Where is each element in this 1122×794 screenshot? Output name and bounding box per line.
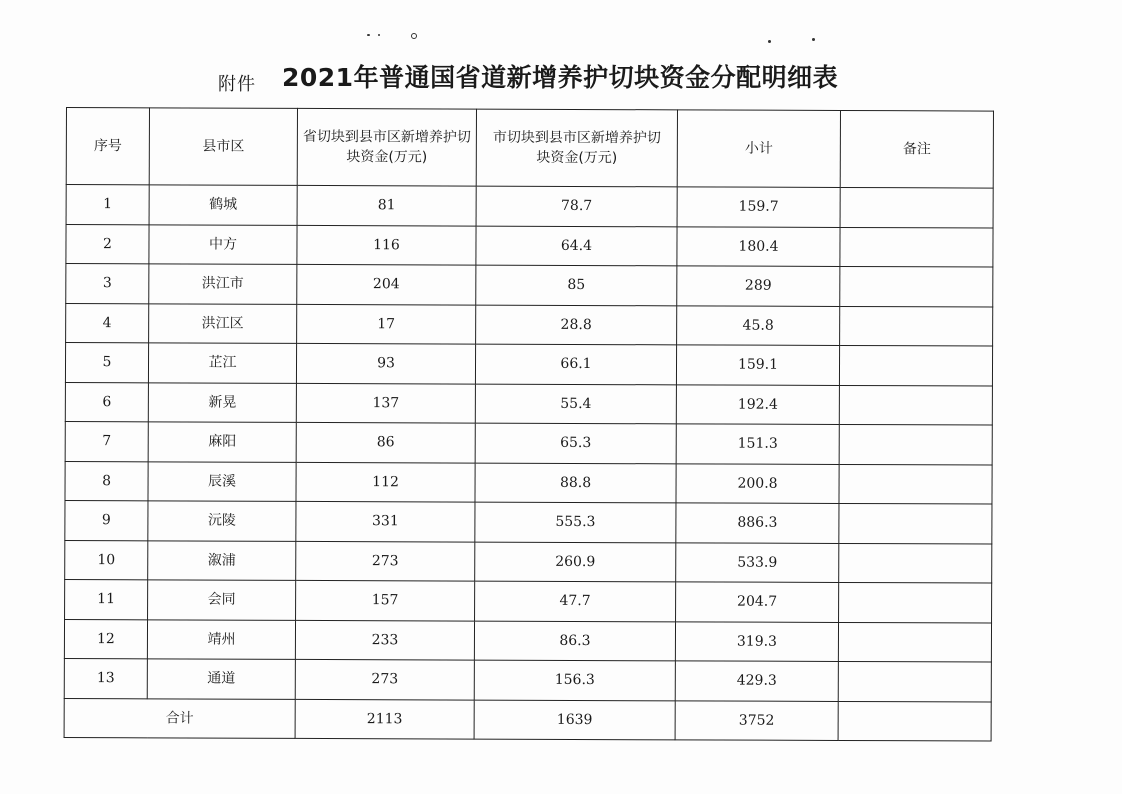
cell-index: 10 <box>65 540 148 580</box>
allocation-table <box>64 107 994 741</box>
cell-note <box>838 622 991 662</box>
cell-subtotal: 192.4 <box>676 384 839 424</box>
col-header-index: 序号 <box>66 108 149 185</box>
cell-city-funds: 86.3 <box>474 621 675 661</box>
attachment-label: 附件 <box>218 74 256 95</box>
cell-city-funds: 88.8 <box>475 463 676 503</box>
document-header <box>0 58 1122 98</box>
cell-city-funds: 28.8 <box>476 305 677 345</box>
cell-city-funds: 66.1 <box>475 344 676 384</box>
cell-district: 新晃 <box>148 382 296 422</box>
cell-district: 靖州 <box>147 619 295 659</box>
cell-city-funds: 55.4 <box>475 384 676 424</box>
cell-province-funds: 331 <box>296 501 475 541</box>
cell-province-funds: 112 <box>296 462 475 502</box>
cell-province-funds: 233 <box>295 620 474 660</box>
cell-province-funds: 86 <box>296 422 475 462</box>
cell-district: 溆浦 <box>148 540 296 580</box>
table-row <box>64 619 991 662</box>
total-label: 合计 <box>64 698 295 738</box>
col-header-note: 备注 <box>840 110 993 188</box>
cell-city-funds: 64.4 <box>476 226 677 266</box>
cell-subtotal: 180.4 <box>677 226 840 266</box>
cell-city-funds: 78.7 <box>476 186 677 226</box>
table-row <box>65 579 992 622</box>
cell-note <box>839 424 992 464</box>
col-header-subtotal: 小计 <box>677 110 840 188</box>
cell-index: 8 <box>65 461 148 501</box>
scan-speck <box>411 33 417 39</box>
cell-note <box>840 227 993 267</box>
table-row <box>66 303 993 346</box>
col-header-province-funds-text: 省切块到县市区新增养护切块资金(万元) <box>302 128 471 166</box>
cell-district: 会同 <box>148 580 296 620</box>
cell-subtotal: 429.3 <box>675 661 838 701</box>
cell-province-funds: 273 <box>296 541 475 581</box>
cell-district: 中方 <box>149 224 297 264</box>
table-row <box>65 382 992 425</box>
cell-province-funds: 93 <box>296 343 475 383</box>
cell-index: 2 <box>66 224 149 264</box>
cell-note <box>840 187 993 227</box>
cell-note <box>838 661 991 701</box>
table-row <box>64 658 991 701</box>
document-title: 2021年普通国省道新增养护切块资金分配明细表 <box>282 63 839 92</box>
table-row <box>65 343 992 386</box>
cell-district: 芷江 <box>148 343 296 383</box>
cell-city-funds: 65.3 <box>475 423 676 463</box>
cell-subtotal: 533.9 <box>676 542 839 582</box>
total-subtotal: 3752 <box>675 700 838 740</box>
cell-index: 12 <box>64 619 147 659</box>
total-city-funds: 1639 <box>474 700 675 740</box>
col-header-city-funds-text: 市切块到县市区新增养护切块资金(万元) <box>492 129 661 167</box>
cell-subtotal: 159.7 <box>677 187 840 227</box>
table-row <box>65 540 992 583</box>
cell-subtotal: 886.3 <box>676 503 839 543</box>
table-row <box>65 461 992 504</box>
cell-note <box>839 582 992 622</box>
cell-note <box>840 306 993 346</box>
total-row <box>64 698 991 741</box>
cell-index: 13 <box>64 658 147 698</box>
cell-index: 4 <box>66 303 149 343</box>
cell-city-funds: 260.9 <box>475 542 676 582</box>
cell-index: 3 <box>66 264 149 304</box>
cell-subtotal: 200.8 <box>676 463 839 503</box>
cell-province-funds: 137 <box>296 383 475 423</box>
total-province-funds: 2113 <box>295 699 474 739</box>
cell-district: 洪江区 <box>149 303 297 343</box>
cell-district: 鹤城 <box>149 185 297 225</box>
cell-index: 9 <box>65 500 148 540</box>
table-header-row <box>66 108 993 189</box>
cell-index: 5 <box>65 343 148 383</box>
cell-district: 通道 <box>147 659 295 699</box>
cell-subtotal: 151.3 <box>676 424 839 464</box>
col-header-city-funds <box>476 109 677 187</box>
cell-province-funds: 204 <box>297 264 476 304</box>
cell-district: 洪江市 <box>149 264 297 304</box>
cell-subtotal: 45.8 <box>677 305 840 345</box>
cell-note <box>839 464 992 504</box>
cell-subtotal: 289 <box>677 266 840 306</box>
cell-note <box>839 345 992 385</box>
cell-district: 沅陵 <box>148 501 296 541</box>
cell-index: 1 <box>66 185 149 225</box>
cell-province-funds: 81 <box>297 185 476 225</box>
cell-index: 6 <box>65 382 148 422</box>
total-note <box>838 701 991 741</box>
cell-note <box>839 385 992 425</box>
cell-index: 7 <box>65 421 148 461</box>
cell-district: 辰溪 <box>148 461 296 501</box>
table-row <box>66 224 993 267</box>
scan-speck <box>378 34 380 36</box>
cell-city-funds: 47.7 <box>475 581 676 621</box>
cell-subtotal: 204.7 <box>676 582 839 622</box>
cell-city-funds: 85 <box>476 265 677 305</box>
cell-province-funds: 157 <box>296 580 475 620</box>
table-row <box>66 264 993 307</box>
cell-note <box>839 503 992 543</box>
scan-speck <box>367 34 370 36</box>
cell-city-funds: 555.3 <box>475 502 676 542</box>
cell-district: 麻阳 <box>148 422 296 462</box>
cell-province-funds: 273 <box>295 659 474 699</box>
table-row <box>66 185 993 228</box>
cell-note <box>839 543 992 583</box>
cell-city-funds: 156.3 <box>474 660 675 700</box>
scan-speck <box>812 38 815 41</box>
cell-province-funds: 116 <box>297 225 476 265</box>
table-row <box>65 421 992 464</box>
col-header-province-funds <box>297 108 476 186</box>
cell-subtotal: 319.3 <box>675 621 838 661</box>
cell-province-funds: 17 <box>297 304 476 344</box>
table-row <box>65 500 992 543</box>
col-header-district: 县市区 <box>149 108 297 186</box>
scan-speck <box>768 40 771 43</box>
cell-note <box>840 266 993 306</box>
cell-index: 11 <box>65 579 148 619</box>
cell-subtotal: 159.1 <box>676 345 839 385</box>
